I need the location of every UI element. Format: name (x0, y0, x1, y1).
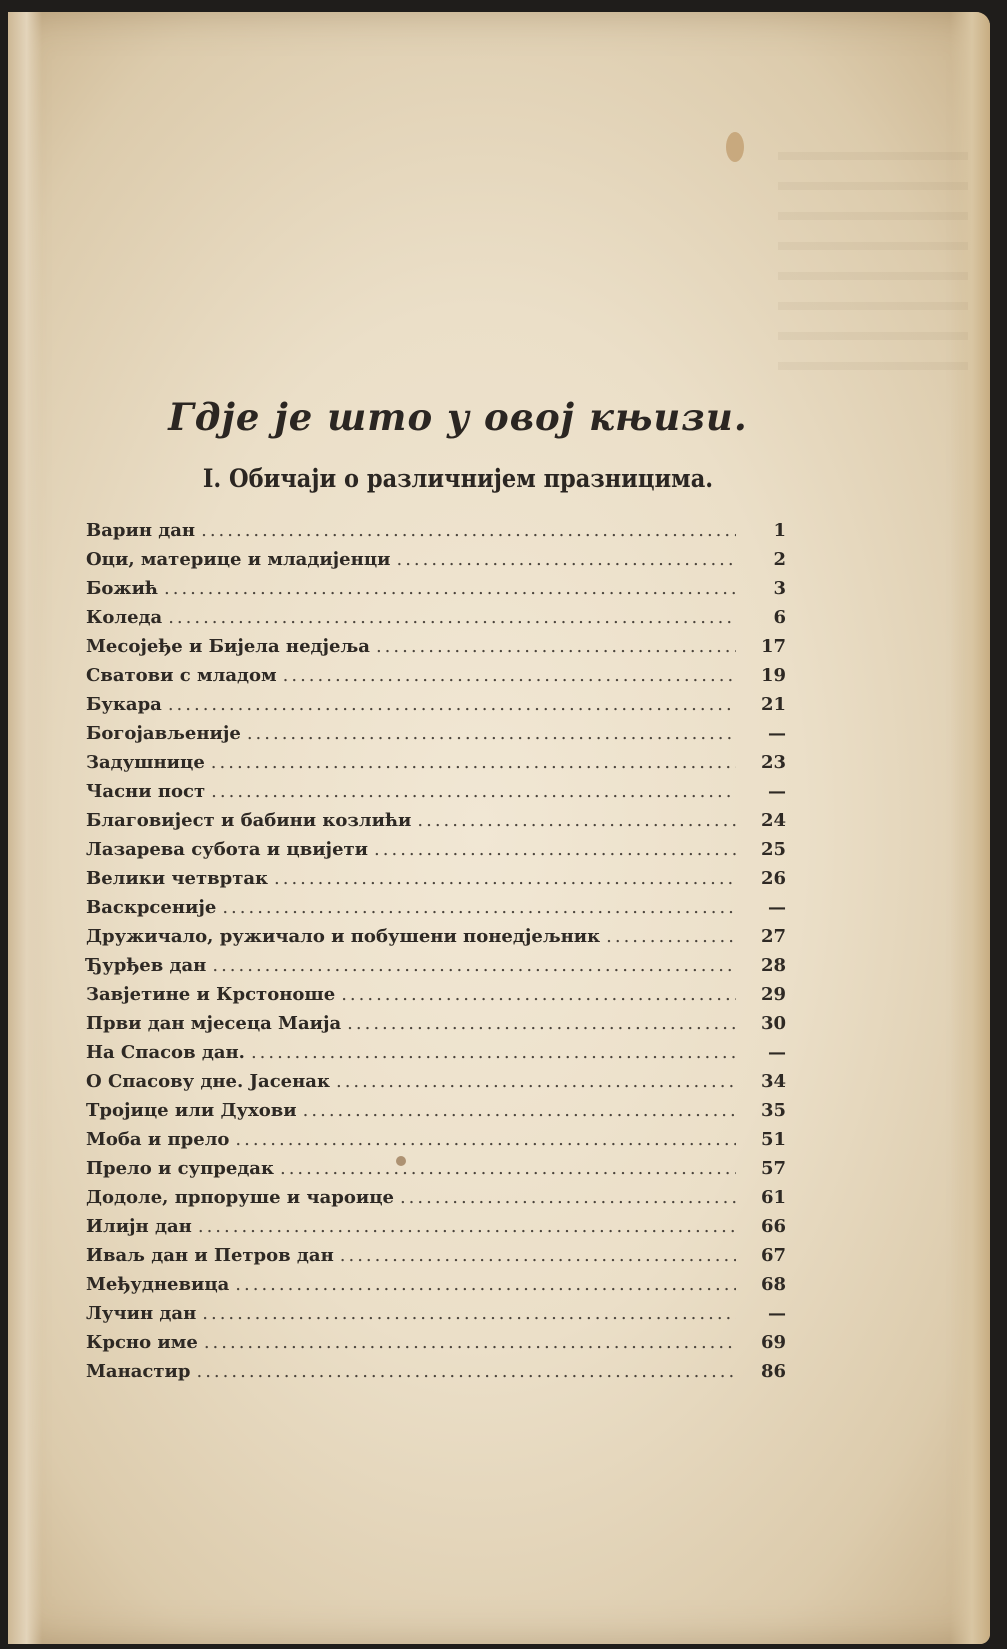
toc-entry (86, 1013, 786, 1042)
toc-entry (86, 868, 786, 897)
toc-leader-dots (235, 1129, 736, 1150)
toc-entry (86, 636, 786, 665)
toc-leader-dots (251, 1042, 736, 1063)
toc-entry-label: На Спасов дан. (86, 1042, 245, 1063)
table-of-contents (86, 520, 786, 1390)
toc-entry (86, 926, 786, 955)
toc-leader-dots (396, 549, 736, 570)
toc-entry-label: Богојављеније (86, 723, 241, 744)
toc-entry-label: Божић (86, 578, 158, 599)
toc-entry (86, 984, 786, 1013)
toc-entry-page: — (768, 781, 786, 802)
toc-entry (86, 1187, 786, 1216)
toc-entry (86, 1303, 786, 1332)
toc-entry-label: Сватови с младом (86, 665, 277, 686)
toc-entry-page: 6 (773, 607, 786, 628)
toc-entry-label: Оци, материце и младијенци (86, 549, 391, 570)
toc-entry-label: Међудневица (86, 1274, 230, 1295)
toc-entry-page: 29 (760, 984, 786, 1005)
toc-leader-dots (606, 926, 736, 947)
toc-entry-page: 68 (760, 1274, 786, 1295)
toc-leader-dots (280, 1158, 736, 1179)
toc-entry (86, 1216, 786, 1245)
toc-entry (86, 781, 786, 810)
toc-entry-page: — (768, 1042, 786, 1063)
toc-entry (86, 694, 786, 723)
toc-entry (86, 1042, 786, 1071)
toc-leader-dots (211, 752, 736, 773)
toc-entry-label: Благовијест и бабини козлићи (86, 810, 412, 831)
toc-leader-dots (347, 1013, 736, 1034)
toc-entry-page: 25 (760, 839, 786, 860)
toc-entry-label: Манастир (86, 1361, 191, 1382)
contents-title: Гдје је што у овој књизи. (168, 395, 748, 439)
toc-entry-page: 61 (760, 1187, 786, 1208)
toc-entry-label: Лазарева субота и цвијети (86, 839, 369, 860)
toc-leader-dots (212, 955, 736, 976)
toc-entry (86, 607, 786, 636)
bleed-through-text (778, 152, 968, 372)
toc-entry (86, 1100, 786, 1129)
toc-entry-label: Ђурђев дан (86, 955, 207, 976)
toc-entry-page: 86 (760, 1361, 786, 1382)
toc-entry-page: 26 (760, 868, 786, 889)
toc-entry-page: — (768, 723, 786, 744)
toc-entry-page: 66 (760, 1216, 786, 1237)
toc-entry (86, 955, 786, 984)
toc-entry (86, 665, 786, 694)
toc-entry-page: 19 (760, 665, 786, 686)
toc-entry-label: Моба и прело (86, 1129, 230, 1150)
toc-entry-label: Велики четвртак (86, 868, 269, 889)
toc-leader-dots (247, 723, 736, 744)
toc-leader-dots (196, 1361, 736, 1382)
toc-entry (86, 1245, 786, 1274)
toc-entry (86, 897, 786, 926)
toc-entry-label: Иваљ дан и Петров дан (86, 1245, 334, 1266)
toc-entry-label: Прело и супредак (86, 1158, 274, 1179)
toc-entry-page: 35 (760, 1100, 786, 1121)
page-spine-shadow (8, 12, 42, 1644)
toc-leader-dots (201, 520, 736, 541)
book-page (8, 12, 990, 1644)
toc-entry-label: Букара (86, 694, 162, 715)
toc-entry-label: Први дан мјесеца Маија (86, 1013, 342, 1034)
toc-entry-page: 2 (773, 549, 786, 570)
toc-leader-dots (164, 578, 736, 599)
toc-entry (86, 723, 786, 752)
toc-entry-label: Часни пост (86, 781, 206, 802)
toc-leader-dots (340, 1245, 736, 1266)
toc-entry-page: 69 (760, 1332, 786, 1353)
toc-leader-dots (198, 1216, 736, 1237)
toc-entry-page: 1 (773, 520, 786, 541)
toc-entry-label: Задушнице (86, 752, 205, 773)
section-heading: I. Обичаји о различнијем празницима. (202, 464, 714, 493)
toc-leader-dots (235, 1274, 736, 1295)
toc-entry-label: О Спасову дне. Јасенак (86, 1071, 330, 1092)
toc-leader-dots (303, 1100, 736, 1121)
toc-entry-label: Тројице или Духови (86, 1100, 297, 1121)
toc-leader-dots (202, 1303, 736, 1324)
toc-leader-dots (341, 984, 736, 1005)
toc-entry-label: Крсно име (86, 1332, 198, 1353)
toc-leader-dots (211, 781, 736, 802)
toc-entry (86, 1332, 786, 1361)
toc-leader-dots (374, 839, 736, 860)
toc-leader-dots (168, 694, 736, 715)
toc-entry (86, 1274, 786, 1303)
toc-entry-label: Месојеђе и Бијела недјеља (86, 636, 370, 657)
toc-entry-label: Васкрсеније (86, 897, 217, 918)
toc-entry-label: Коледа (86, 607, 163, 628)
toc-entry (86, 549, 786, 578)
toc-entry (86, 752, 786, 781)
toc-entry (86, 1129, 786, 1158)
toc-entry-page: 34 (760, 1071, 786, 1092)
toc-entry (86, 578, 786, 607)
toc-entry (86, 1071, 786, 1100)
toc-entry-page: 21 (760, 694, 786, 715)
toc-leader-dots (274, 868, 736, 889)
toc-entry-label: Илијн дан (86, 1216, 192, 1237)
toc-entry-page: 3 (773, 578, 786, 599)
toc-leader-dots (168, 607, 736, 628)
toc-entry (86, 810, 786, 839)
toc-entry-label: Завјетине и Крстоноше (86, 984, 336, 1005)
toc-leader-dots (222, 897, 736, 918)
toc-entry-page: 17 (760, 636, 786, 657)
toc-leader-dots (283, 665, 736, 686)
toc-entry-label: Додоле, прпоруше и чароице (86, 1187, 394, 1208)
toc-leader-dots (400, 1187, 736, 1208)
toc-entry-page: 67 (760, 1245, 786, 1266)
paper-stain (726, 132, 744, 162)
toc-entry-label: Лучин дан (86, 1303, 197, 1324)
toc-leader-dots (417, 810, 736, 831)
toc-leader-dots (204, 1332, 736, 1353)
toc-entry-page: 57 (760, 1158, 786, 1179)
toc-entry-page: 27 (760, 926, 786, 947)
toc-entry-page: 28 (760, 955, 786, 976)
toc-entry (86, 1361, 786, 1390)
toc-entry-label: Дружичало, ружичало и побушени понедјељник (86, 926, 601, 947)
toc-entry-page: 23 (760, 752, 786, 773)
toc-entry-page: 24 (760, 810, 786, 831)
toc-entry-page: — (768, 1303, 786, 1324)
toc-leader-dots (376, 636, 736, 657)
toc-entry-page: — (768, 897, 786, 918)
toc-entry (86, 839, 786, 868)
toc-entry (86, 1158, 786, 1187)
toc-leader-dots (336, 1071, 736, 1092)
toc-entry-label: Варин дан (86, 520, 196, 541)
toc-entry-page: 51 (760, 1129, 786, 1150)
toc-entry (86, 520, 786, 549)
toc-entry-page: 30 (760, 1013, 786, 1034)
